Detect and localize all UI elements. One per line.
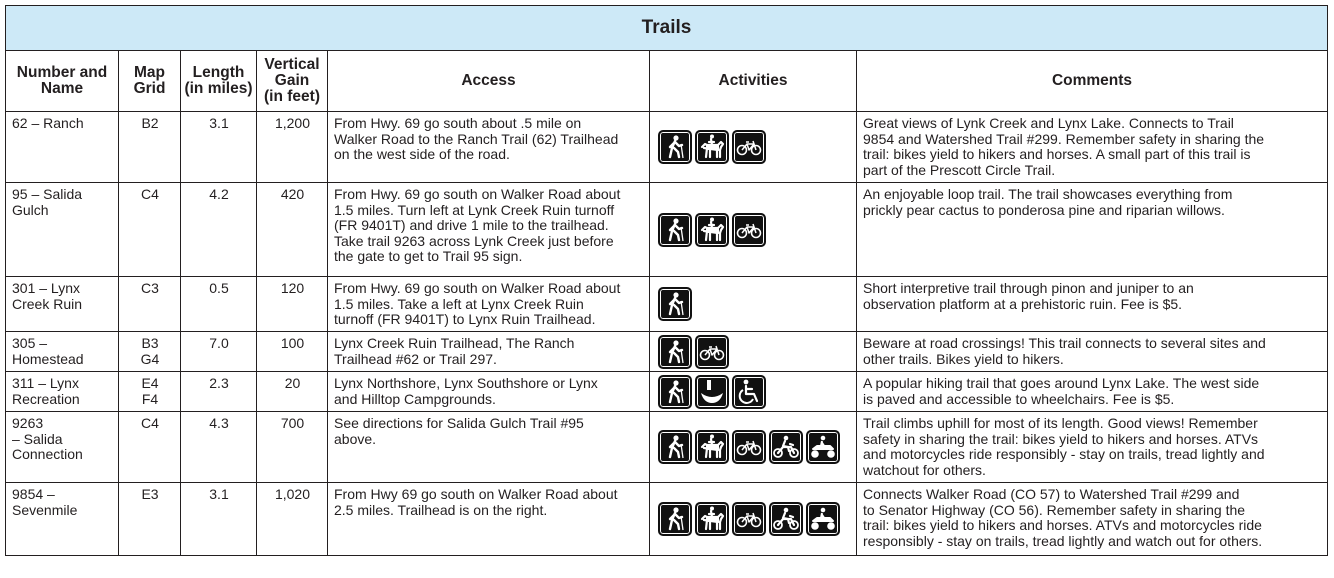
text-line: See directions for Salida Gulch Trail #95: [334, 415, 584, 431]
trail-name-cell: [6, 412, 119, 483]
text-line: the gate to get to Trail 95 sign.: [334, 248, 523, 264]
activity-icons: [658, 430, 856, 464]
access-cell: [328, 412, 650, 483]
length-cell: 4.2: [181, 183, 257, 277]
text-line: trail: bikes yield to hikers and horses. ATVs and motorcycles ride: [863, 517, 1262, 533]
motorcycle-icon: [769, 502, 803, 536]
comments-cell: [857, 112, 1328, 183]
header-row: [6, 51, 1328, 112]
text-line: C4: [141, 186, 159, 202]
trail-name-cell: [6, 372, 119, 412]
table-row: [6, 483, 1328, 556]
length-cell: 0.5: [181, 277, 257, 332]
table-row: [6, 277, 1328, 332]
map-grid-cell: [119, 483, 181, 556]
vertical-gain-cell: 20: [257, 372, 328, 412]
table-row: [6, 372, 1328, 412]
activity-icons: [658, 375, 856, 409]
text-line: 95 – Salida: [12, 186, 83, 202]
text-line: and Hilltop Campgrounds.: [334, 390, 496, 407]
activities-cell: [650, 372, 857, 412]
vertical-gain-cell: 1,020: [257, 483, 328, 556]
table-row: [6, 332, 1328, 372]
mountain-biking-icon: [732, 502, 766, 536]
trails-table-body: [6, 112, 1328, 556]
header-line: Gain: [274, 72, 310, 89]
horseback-riding-icon: [695, 130, 729, 164]
text-line: A popular hiking trail that goes around Lynx Lake. The west side: [863, 375, 1260, 391]
text-line: Connection: [12, 446, 83, 462]
hiking-icon: [658, 430, 692, 464]
atv-icon: [806, 502, 840, 536]
text-line: other trails. Bikes yield to hikers.: [863, 350, 1064, 367]
map-grid-cell: [119, 412, 181, 483]
text-line: 9854 and Watershed Trail #299. Remember safety in sharing the: [863, 130, 1265, 147]
length-cell: 2.3: [181, 372, 257, 412]
text-line: An enjoyable loop trail. The trail showcases everything from: [863, 186, 1233, 202]
text-line: safety in sharing the trail: bikes yield to hikers and horses. ATVs: [863, 430, 1259, 447]
text-line: From Hwy. 69 go south about .5 mile on: [334, 115, 582, 131]
trail-name-cell: [6, 332, 119, 372]
text-line: E4: [141, 375, 159, 391]
header-comments: Comments: [857, 51, 1328, 112]
motorcycle-icon: [769, 430, 803, 464]
mountain-biking-icon: [695, 335, 729, 369]
text-line: Sevenmile: [12, 501, 78, 518]
vertical-gain-cell: 100: [257, 332, 328, 372]
trail-name-cell: [6, 483, 119, 556]
text-line: From Hwy 69 go south on Walker Road about: [334, 486, 618, 502]
text-line: 9263: [12, 415, 44, 431]
header-line: Length: [192, 64, 245, 81]
text-line: 2.5 miles. Trailhead is on the right.: [334, 501, 548, 518]
text-line: Take trail 9263 across Lynk Creek just before: [334, 232, 614, 249]
comments-cell: [857, 183, 1328, 277]
activities-cell: [650, 277, 857, 332]
text-line: Connects Walker Road (CO 57) to Watershed Trail #299 and: [863, 486, 1240, 502]
map-grid-cell: [119, 277, 181, 332]
trails-table-container: [5, 5, 1327, 556]
length-cell: 3.1: [181, 112, 257, 183]
activity-icons: [658, 502, 856, 536]
text-line: Gulch: [12, 201, 49, 218]
text-line: Homestead: [12, 350, 84, 367]
activities-cell: [650, 332, 857, 372]
hiking-icon: [658, 335, 692, 369]
text-line: B3: [141, 335, 159, 351]
header-number-name: [6, 51, 119, 112]
text-line: prickly pear cactus to ponderosa pine and riparian willows.: [863, 201, 1225, 218]
horseback-riding-icon: [695, 430, 729, 464]
text-line: Short interpretive trail through pinon and juniper to an: [863, 280, 1194, 296]
comments-cell: [857, 372, 1328, 412]
text-line: Beware at road crossings! This trail connects to several sites and: [863, 335, 1266, 351]
text-line: 1.5 miles. Take a left at Lynx Creek Ruin: [334, 295, 584, 312]
text-line: 9854 –: [12, 486, 55, 502]
mountain-biking-icon: [732, 130, 766, 164]
activities-cell: [650, 483, 857, 556]
length-cell: 3.1: [181, 483, 257, 556]
activities-cell: [650, 183, 857, 277]
length-cell: 4.3: [181, 412, 257, 483]
text-line: (FR 9401T) and drive 1 mile to the trailhead.: [334, 217, 609, 233]
header-vertical-gain: [257, 51, 328, 112]
access-cell: [328, 112, 650, 183]
hiking-icon: [658, 287, 692, 321]
header-activities: Activities: [650, 51, 857, 112]
text-line: turnoff (FR 9401T) to Lynx Ruin Trailhead.: [334, 311, 596, 327]
atv-icon: [806, 430, 840, 464]
text-line: trail: bikes yield to hikers and horses. A small part of this trail is: [863, 146, 1251, 162]
comments-cell: [857, 277, 1328, 332]
text-line: and motorcycles ride responsibly - stay on trails, tread lightly and: [863, 446, 1265, 462]
activities-cell: [650, 112, 857, 183]
trails-table: [5, 5, 1328, 556]
header-length: [181, 51, 257, 112]
text-line: – Salida: [12, 430, 63, 447]
hiking-icon: [658, 502, 692, 536]
vertical-gain-cell: 420: [257, 183, 328, 277]
mountain-biking-icon: [732, 213, 766, 247]
trail-name-cell: [6, 183, 119, 277]
header-line: (in miles): [184, 80, 253, 97]
header-map-grid: [119, 51, 181, 112]
trail-name-cell: [6, 277, 119, 332]
text-line: observation platform at a prehistoric ruin. Fee is $5.: [863, 295, 1183, 312]
activity-icons: [658, 213, 856, 247]
header-line: Map: [134, 64, 165, 81]
access-cell: [328, 277, 650, 332]
text-line: Trail climbs uphill for most of its length. Good views! Remember: [863, 415, 1258, 431]
text-line: Lynx Creek Ruin Trailhead, The Ranch: [334, 335, 575, 351]
text-line: 1.5 miles. Turn left at Lynk Creek Ruin turnoff: [334, 201, 615, 218]
horseback-riding-icon: [695, 502, 729, 536]
hiking-icon: [658, 375, 692, 409]
trail-name-cell: [6, 112, 119, 183]
text-line: to Senator Highway (CO 56). Remember safety in sharing the: [863, 501, 1246, 518]
header-line: Number and: [16, 64, 108, 81]
text-line: Great views of Lynk Creek and Lynx Lake. Connects to Trail: [863, 115, 1234, 131]
text-line: C4: [141, 415, 159, 431]
header-line: Vertical: [264, 56, 320, 73]
text-line: on the west side of the road.: [334, 146, 510, 162]
text-line: Creek Ruin: [12, 295, 83, 312]
access-cell: [328, 372, 650, 412]
text-line: responsibly - stay on trails, tread lightly and watch out for others.: [863, 532, 1263, 549]
map-grid-cell: [119, 332, 181, 372]
vertical-gain-cell: 1,200: [257, 112, 328, 183]
text-line: part of the Prescott Circle Trail.: [863, 161, 1056, 178]
activity-icons: [658, 335, 856, 369]
text-line: From Hwy. 69 go south on Walker Road about: [334, 280, 621, 296]
text-line: From Hwy. 69 go south on Walker Road about: [334, 186, 621, 202]
text-line: Walker Road to the Ranch Trail (62) Trailhead: [334, 130, 619, 147]
text-line: 62 – Ranch: [12, 115, 84, 131]
hiking-icon: [658, 213, 692, 247]
wheelchair-accessible-icon: [732, 375, 766, 409]
hiking-icon: [658, 130, 692, 164]
text-line: watchout for others.: [863, 461, 986, 478]
table-row: [6, 183, 1328, 277]
text-line: Trailhead #62 or Trail 297.: [334, 350, 497, 367]
comments-cell: [857, 412, 1328, 483]
comments-cell: [857, 332, 1328, 372]
access-cell: [328, 183, 650, 277]
table-row: [6, 412, 1328, 483]
text-line: is paved and accessible to wheelchairs. Fee is $5.: [863, 390, 1175, 407]
table-title: Trails: [6, 6, 1328, 51]
horseback-riding-icon: [695, 213, 729, 247]
header-line: Name: [40, 80, 84, 97]
table-row: [6, 112, 1328, 183]
vertical-gain-cell: 120: [257, 277, 328, 332]
text-line: C3: [141, 280, 159, 296]
mountain-biking-icon: [732, 430, 766, 464]
text-line: B2: [141, 115, 159, 131]
header-line: (in feet): [264, 88, 320, 105]
length-cell: 7.0: [181, 332, 257, 372]
text-line: 301 – Lynx: [12, 280, 80, 296]
text-line: E3: [141, 486, 159, 502]
text-line: F4: [141, 390, 159, 407]
text-line: G4: [140, 350, 160, 367]
activities-cell: [650, 412, 857, 483]
map-grid-cell: [119, 372, 181, 412]
activity-icons: [658, 130, 856, 164]
header-access: Access: [328, 51, 650, 112]
map-grid-cell: [119, 112, 181, 183]
text-line: 305 –: [12, 335, 48, 351]
vertical-gain-cell: 700: [257, 412, 328, 483]
text-line: Recreation: [12, 390, 80, 407]
text-line: above.: [334, 430, 377, 447]
text-line: 311 – Lynx: [12, 375, 79, 391]
canoeing-icon: [695, 375, 729, 409]
access-cell: [328, 483, 650, 556]
access-cell: [328, 332, 650, 372]
map-grid-cell: [119, 183, 181, 277]
header-line: Grid: [133, 80, 166, 97]
comments-cell: [857, 483, 1328, 556]
activity-icons: [658, 287, 856, 321]
text-line: Lynx Northshore, Lynx Southshore or Lynx: [334, 375, 598, 391]
